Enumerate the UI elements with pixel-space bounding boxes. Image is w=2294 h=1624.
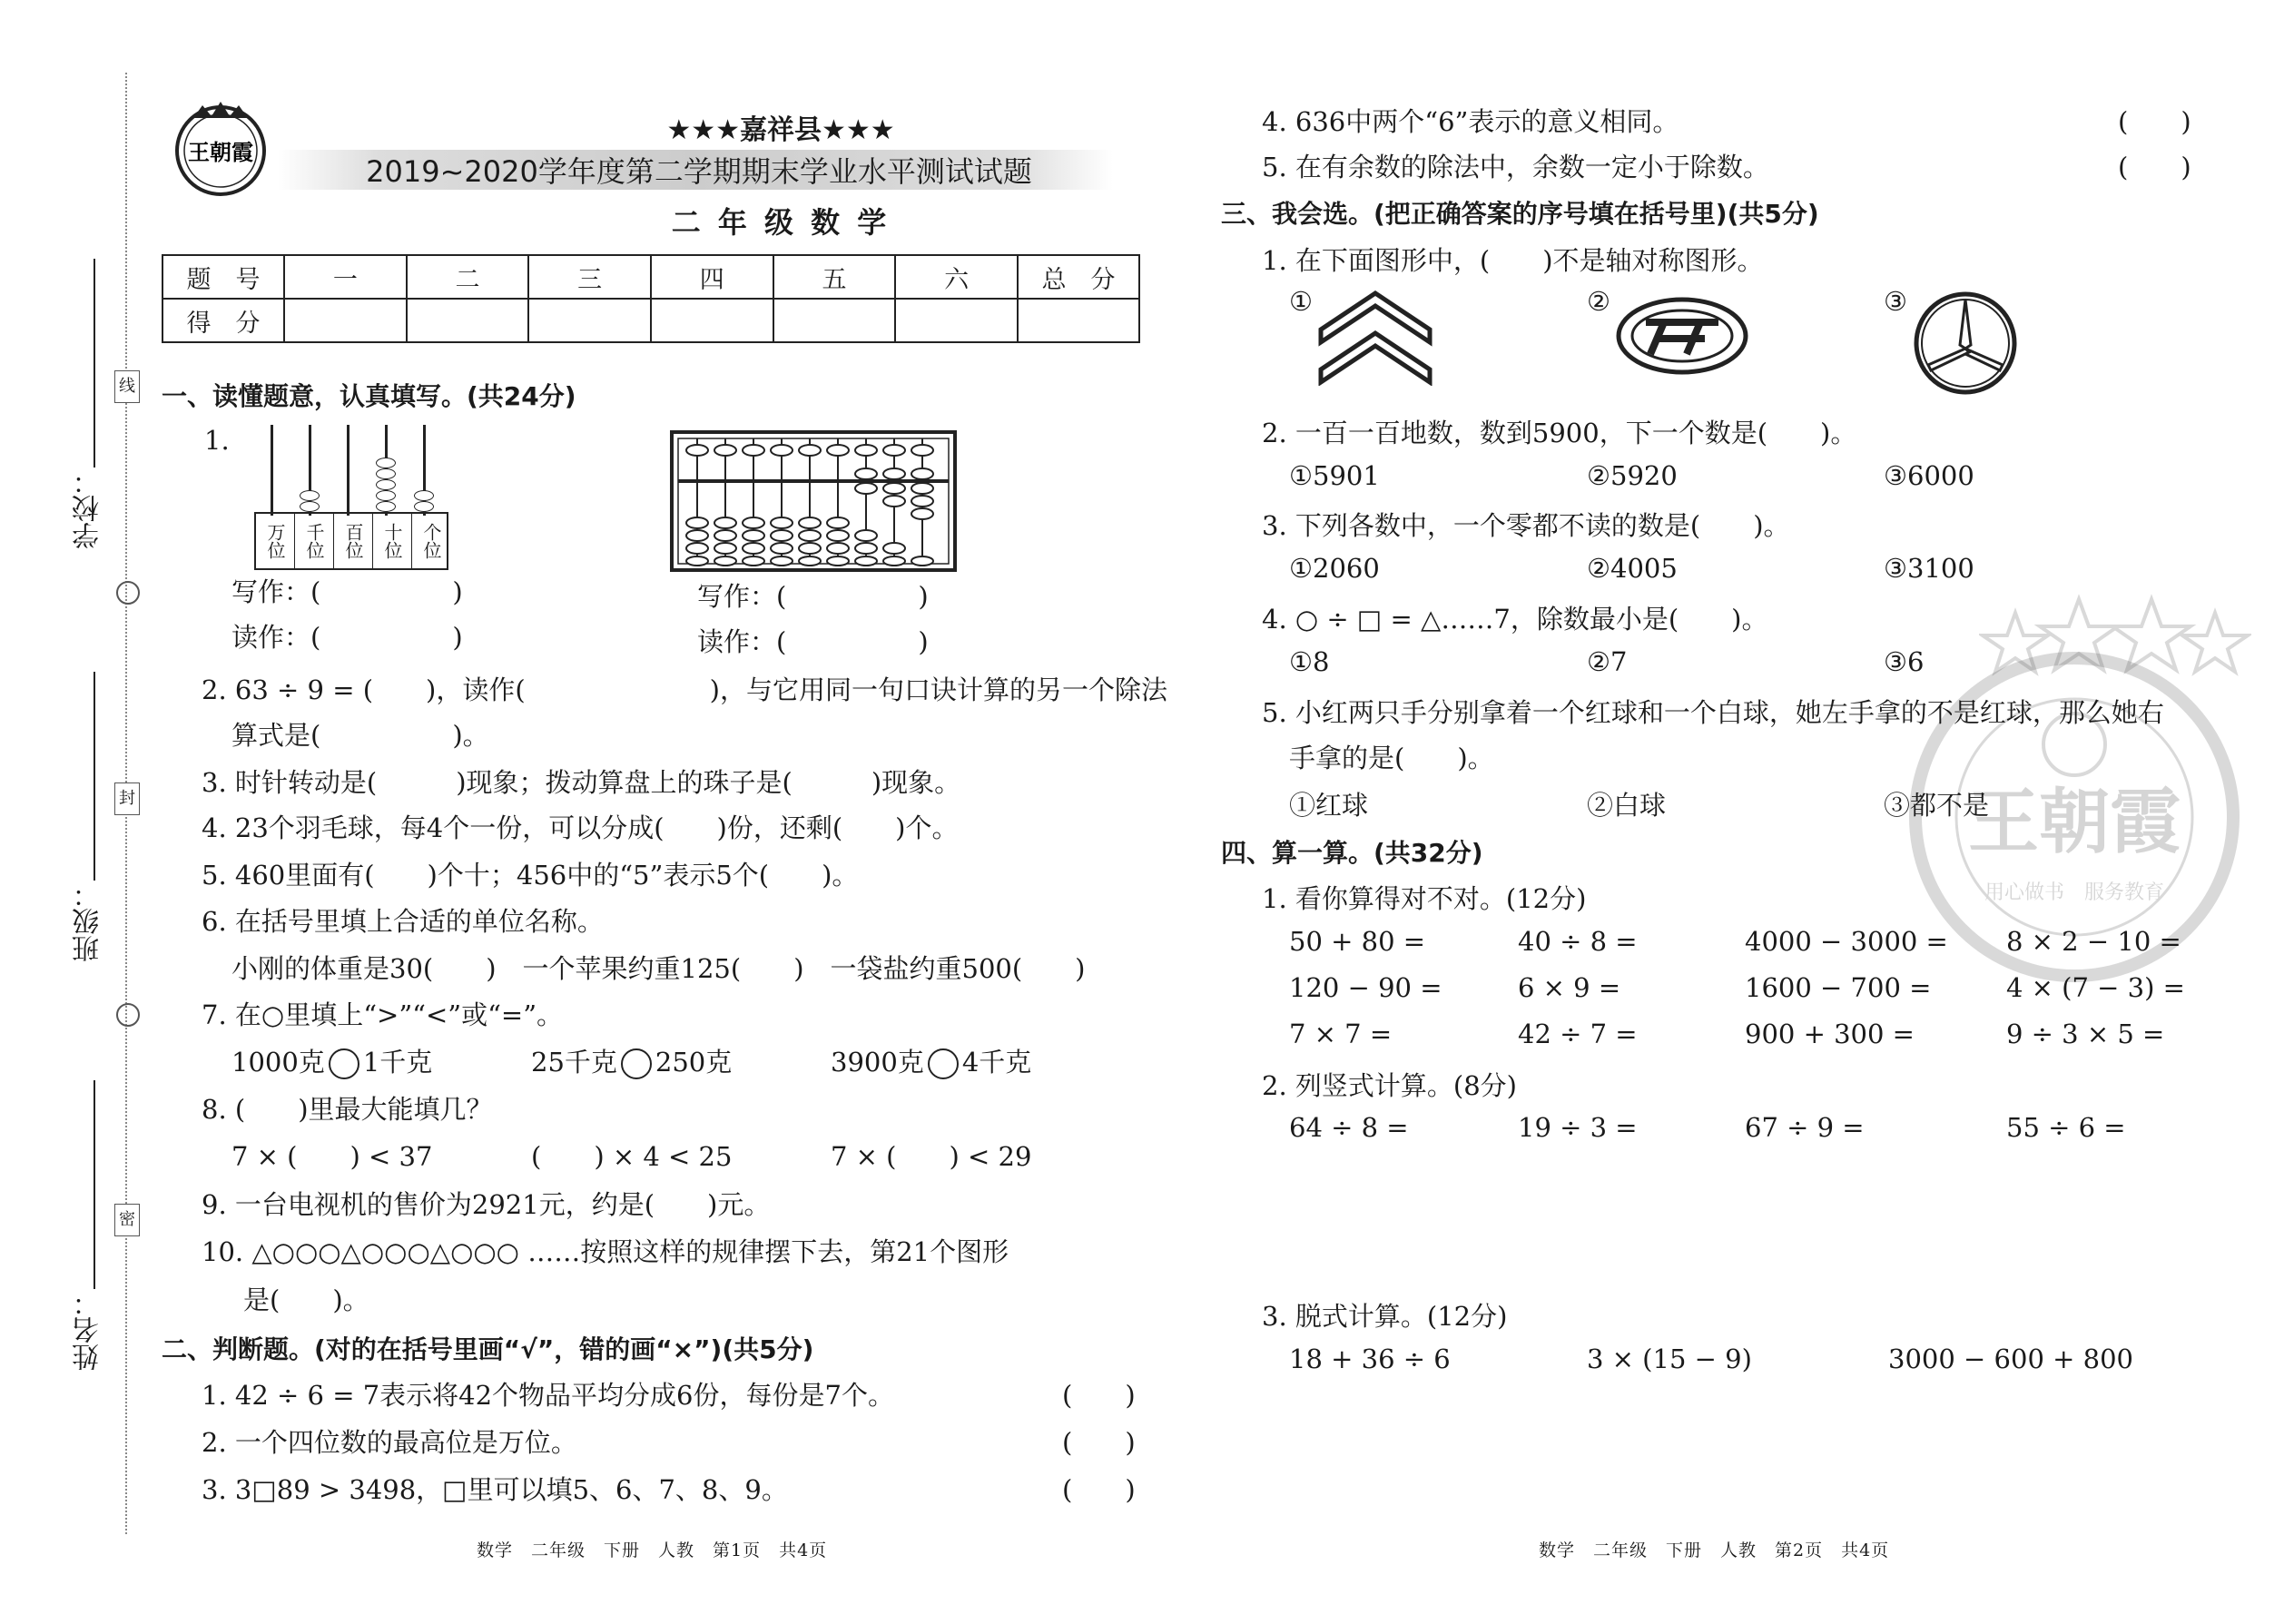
q8: 8. ( )里最大能填几？ — [202, 1094, 493, 1125]
place-label: 千位 — [295, 514, 334, 568]
judge-bracket-3[interactable]: ( ) — [1062, 1474, 1136, 1505]
q5: 5. 460里面有( )个十；456中的“5”表示5个( )。 — [202, 860, 859, 891]
calc-item: 42 ÷ 7 = — [1518, 1019, 1638, 1049]
binding-hole — [116, 1003, 140, 1027]
q8-b: ( ) × 4 < 25 — [531, 1141, 733, 1172]
score-header-cell: 三 — [528, 255, 651, 299]
choice-q3: 3. 下列各数中，一个零都不读的数是( )。 — [1262, 510, 1790, 541]
score-header-cell: 题 号 — [162, 255, 284, 299]
score-cell[interactable] — [895, 299, 1018, 342]
calc-item: 120 − 90 = — [1289, 972, 1442, 1003]
q9: 9. 一台电视机的售价为2921元，约是( )元。 — [202, 1189, 771, 1220]
place-label: 百位 — [334, 514, 373, 568]
calc-part3-title: 3. 脱式计算。(12分) — [1262, 1301, 1508, 1332]
q7: 7. 在○里填上“>”“<”或“=”。 — [202, 999, 564, 1030]
publisher-logo — [171, 98, 271, 198]
county-title: ★★★嘉祥县★★★ — [666, 114, 895, 146]
q8-c: 7 × ( ) < 29 — [831, 1141, 1032, 1172]
q10-line2: 是( )。 — [243, 1284, 369, 1315]
q2-line2: 算式是( )。 — [231, 720, 489, 751]
watermark-brand: 王朝霞 — [1967, 781, 2181, 863]
judge-item-4: 4. 636中两个“6”表示的意义相同。 — [1262, 106, 1679, 137]
exam-subject: 二 年 级 数 学 — [671, 205, 891, 240]
score-cell[interactable] — [407, 299, 529, 342]
choice-q1-opt1-label: ① — [1289, 286, 1313, 317]
choice-q5-line2: 手拿的是( )。 — [1289, 743, 1494, 773]
q3: 3. 时针转动是( )现象；拨动算盘上的珠子是( )现象。 — [202, 767, 961, 798]
q2-line1: 2. 63 ÷ 9 = ( )，读作( )，与它用同一句口诀计算的另一个除法 — [202, 674, 1167, 705]
section2-title: 二、判断题。(对的在括号里画“√”，错的画“×”)(共5分) — [162, 1334, 814, 1364]
calc-item: 50 + 80 = — [1289, 926, 1426, 957]
choice-q1-opt2-label: ② — [1587, 286, 1610, 317]
q7-compare-c: 3900克 4千克 — [831, 1047, 1032, 1078]
compare-circle[interactable] — [621, 1048, 652, 1079]
choice-q5-line1: 5. 小红两只手分别拿着一个红球和一个白球，她左手拿的不是红球，那么她右 — [1262, 697, 2164, 728]
choice-q5-opt2[interactable]: ②白球 — [1587, 790, 1667, 821]
q4: 4. 23个羽毛球，每4个一份，可以分成( )份，还剩( )个。 — [202, 812, 959, 843]
q6: 6. 在括号里填上合适的单位名称。 — [202, 906, 604, 937]
score-header-cell: 总 分 — [1018, 255, 1139, 299]
logo-text: 王朝霞 — [188, 139, 253, 165]
compare-circle[interactable] — [928, 1048, 959, 1079]
score-cell[interactable] — [284, 299, 407, 342]
calc-item: 1600 − 700 = — [1745, 972, 1932, 1003]
exam-title: 2019~2020学年度第二学期期末学业水平测试试题 — [366, 154, 1032, 189]
choice-q5-opt3[interactable]: ③都不是 — [1884, 790, 1990, 821]
choice-q5-opt1[interactable]: ①红球 — [1289, 790, 1369, 821]
score-table — [162, 254, 1140, 343]
vertical-calc-item: 67 ÷ 9 = — [1745, 1112, 1865, 1143]
choice-q2-opt2[interactable]: ②5920 — [1587, 460, 1678, 491]
class-label: 班级： — [73, 881, 104, 962]
q1-number: 1. — [204, 425, 230, 456]
choice-q2-opt1[interactable]: ①5901 — [1289, 460, 1380, 491]
abacus-figure — [670, 430, 957, 572]
place-label: 十位 — [373, 514, 412, 568]
choice-q2-opt3[interactable]: ③6000 — [1884, 460, 1974, 491]
calc-item: 40 ÷ 8 = — [1518, 926, 1638, 957]
score-header-cell: 二 — [407, 255, 529, 299]
school-fill-line — [94, 259, 95, 468]
judge-item-1: 1. 42 ÷ 6 = 7表示将42个物品平均分成6份，每份是7个。 — [202, 1380, 894, 1411]
calc-part1-title: 1. 看你算得对不对。(12分) — [1262, 883, 1587, 914]
binding-mark-seal: 封 — [114, 782, 140, 815]
score-header-cell: 四 — [651, 255, 773, 299]
choice-q4-opt2[interactable]: ②7 — [1587, 646, 1628, 677]
watermark-stars — [1979, 590, 2251, 690]
judge-bracket-2[interactable]: ( ) — [1062, 1427, 1136, 1458]
place-label: 个位 — [420, 523, 442, 559]
judge-item-2: 2. 一个四位数的最高位是万位。 — [202, 1427, 577, 1458]
choice-q3-opt1[interactable]: ①2060 — [1289, 553, 1380, 584]
score-cell[interactable] — [651, 299, 773, 342]
step-calc-item: 18 + 36 ÷ 6 — [1289, 1343, 1451, 1374]
q10-line1: 10. △○○○△○○○△○○○ ……按照这样的规律摆下去，第21个图形 — [202, 1236, 1009, 1267]
q1-read-b[interactable]: 读作：( ) — [697, 626, 929, 657]
score-cell[interactable] — [1018, 299, 1139, 342]
calc-item: 900 + 300 = — [1745, 1019, 1915, 1049]
step-calc-item: 3000 − 600 + 800 — [1888, 1343, 2133, 1374]
calc-item: 9 ÷ 3 × 5 = — [2006, 1019, 2165, 1049]
page-footer-right: 数学 二年级 下册 人教 第2页 共4页 — [1539, 1540, 1890, 1560]
name-label: 姓名： — [73, 1289, 104, 1371]
choice-q3-opt2[interactable]: ②4005 — [1587, 553, 1678, 584]
binding-mark-secret: 密 — [114, 1204, 140, 1236]
score-header-cell: 六 — [895, 255, 1018, 299]
choice-q3-opt3[interactable]: ③3100 — [1884, 553, 1974, 584]
q8-a: 7 × ( ) < 37 — [231, 1141, 433, 1172]
chevron-logo-figure — [1312, 286, 1439, 386]
choice-q1: 1. 在下面图形中，( )不是轴对称图形。 — [1262, 245, 1764, 276]
section4-title: 四、算一算。(共32分) — [1221, 838, 1483, 868]
school-label: 学校： — [73, 468, 104, 549]
score-cell[interactable] — [773, 299, 896, 342]
judge-item-3: 3. 3□89 > 3498，□里可以填5、6、7、8、9。 — [202, 1474, 788, 1505]
score-header-cell: 一 — [284, 255, 407, 299]
judge-bracket-4[interactable]: ( ) — [2118, 106, 2191, 137]
q1-read-a[interactable]: 读作：( ) — [231, 622, 463, 653]
q6-items: 小刚的体重是30( ) 一个苹果约重125( ) 一袋盐约重500( ) — [231, 953, 1086, 984]
judge-item-5: 5. 在有余数的除法中，余数一定小于除数。 — [1262, 152, 1769, 182]
q1-write-b[interactable]: 写作：( ) — [697, 581, 929, 612]
vertical-calc-item: 64 ÷ 8 = — [1289, 1112, 1409, 1143]
calc-item: 7 × 7 = — [1289, 1019, 1393, 1049]
judge-bracket-5[interactable]: ( ) — [2118, 152, 2191, 182]
section3-title: 三、我会选。(把正确答案的序号填在括号里)(共5分) — [1221, 199, 1819, 229]
star-logo-figure — [1911, 289, 2020, 398]
calc-item: 6 × 9 = — [1518, 972, 1621, 1003]
counting-frame-figure — [254, 425, 445, 568]
binding-mark-line: 线 — [114, 370, 140, 403]
judge-bracket-1[interactable]: ( ) — [1062, 1380, 1136, 1411]
binding-hole — [116, 581, 140, 605]
score-table-header-row — [162, 255, 1139, 299]
vertical-calc-item: 55 ÷ 6 = — [2006, 1112, 2126, 1143]
calc-item: 8 × 2 − 10 = — [2006, 926, 2181, 957]
watermark-slogan: 用心做书 服务教育 — [1984, 881, 2165, 904]
section1-title: 一、读懂题意，认真填写。(共24分) — [162, 381, 576, 411]
class-fill-line — [94, 672, 95, 881]
step-calc-item: 3 × (15 − 9) — [1587, 1343, 1752, 1374]
choice-q4: 4. ○ ÷ □ = △……7，除数最小是( )。 — [1262, 604, 1768, 635]
q7-compare-b: 25千克 250克 — [531, 1047, 733, 1078]
oval-logo-figure — [1614, 295, 1750, 377]
vertical-calc-item: 19 ÷ 3 = — [1518, 1112, 1638, 1143]
page-footer-left: 数学 二年级 下册 人教 第1页 共4页 — [477, 1540, 828, 1560]
q1-write-a[interactable]: 写作：( ) — [231, 576, 463, 607]
score-row-label: 得 分 — [162, 299, 284, 342]
calc-item: 4 × (7 − 3) = — [2006, 972, 2185, 1003]
place-label: 万位 — [256, 514, 295, 568]
score-header-cell: 五 — [773, 255, 896, 299]
choice-q1-opt3-label: ③ — [1884, 286, 1907, 317]
compare-circle[interactable] — [329, 1048, 359, 1079]
q7-compare-a: 1000克 1千克 — [231, 1047, 433, 1078]
score-cell[interactable] — [528, 299, 651, 342]
choice-q2: 2. 一百一百地数，数到5900，下一个数是( )。 — [1262, 418, 1857, 448]
name-fill-line — [94, 1080, 95, 1289]
score-table-score-row — [162, 299, 1139, 342]
calc-item: 4000 − 3000 = — [1745, 926, 1948, 957]
calc-part2-title: 2. 列竖式计算。(8分) — [1262, 1070, 1517, 1101]
choice-q4-opt1[interactable]: ①8 — [1289, 646, 1330, 677]
choice-q4-opt3[interactable]: ③6 — [1884, 646, 1925, 677]
